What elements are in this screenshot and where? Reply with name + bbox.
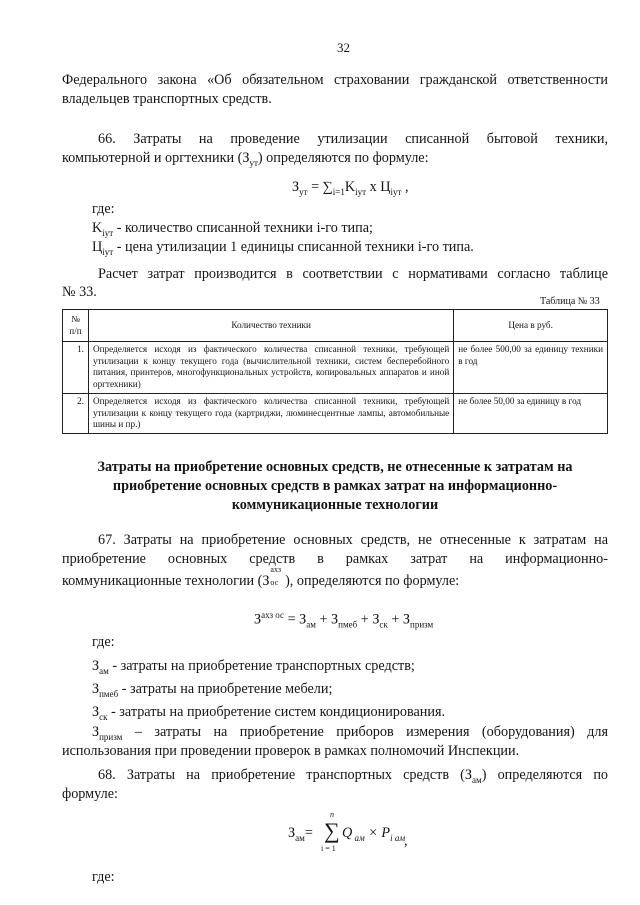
paragraph-line: владельцев транспортных средств. <box>62 91 272 107</box>
table-row <box>63 342 608 394</box>
calc-note-line: Расчет затрат производится в соответствии с нормативами согласно таблице <box>98 266 608 282</box>
table-33 <box>62 309 608 434</box>
calc-note-line: № 33. <box>62 284 97 300</box>
table-header-cell: Цена в руб. <box>454 310 608 342</box>
section-heading-line: Затраты на приобретение основных средств, не отнесенные к затратам на <box>97 459 573 475</box>
paragraph-67-line: приобретение основных средств в рамках затрат на информационно- <box>62 551 608 567</box>
table-cell-num: 1. <box>63 342 89 394</box>
paragraph-line: Федерального закона «Об обязательном страховании гражданской ответственности <box>62 72 608 88</box>
table-cell-qty: Определяется исходя из фактического количества списанной техники, требующей утилизации к концу текущего года (картриджи, люминесцентные лампы, автомобильные шины и пр.) <box>88 394 453 434</box>
formula-68-comma: , <box>404 833 408 849</box>
where-label: где: <box>92 201 115 217</box>
definition-line: $K_{iут}$ - количество списанной техники i-го типа; <box>92 220 373 238</box>
paragraph-67-line: 67. Затраты на приобретение основных средств, не отнесенные к затратам на <box>98 532 608 548</box>
paragraph-66-line: 66. Затраты на проведение утилизации списанной бытовой техники, <box>98 131 608 147</box>
section-heading-line: коммуникационные технологии <box>231 497 439 513</box>
formula-67: $З^{ахз ос} = З_{ам} + З_{пмеб} + З_{ск} + З_{призм}$ <box>254 610 434 630</box>
table-cell-price: не более 50,00 за единицу в год <box>454 394 608 434</box>
paragraph-66-line: компьютерной и оргтехники $(З_{ут})$ определяются по формуле: <box>62 150 429 168</box>
table-header-row <box>63 310 608 342</box>
where-label: где: <box>92 634 115 650</box>
formula-66: $З_{ут} = \sum_{i=1}K_{iут}$ x $Ц_{iут}$ , <box>292 179 409 197</box>
definition-line: $З_{призм}$ – затраты на приобретение приборов измерения (оборудования) для <box>92 724 608 742</box>
table-cell-qty: Определяется исходя из фактического количества списанной техники, требующей утилизации к концу текущего года (вычислительной техники, систем бесперебойного питания, принтеров, многофункциональных устройств, копировальных аппаратов и иной оргтехники) <box>88 342 453 394</box>
table-caption: Таблица № 33 <box>540 296 600 307</box>
definition-line: $Ц_{iут}$ - цена утилизации 1 единицы списанной техники i-го типа. <box>92 239 474 257</box>
where-label: где: <box>92 869 115 885</box>
definition-line: $З_{ам}$ - затраты на приобретение транспортных средств; <box>92 658 415 676</box>
table-cell-num: 2. <box>63 394 89 434</box>
table-header-cell: № п/п <box>63 310 89 342</box>
table-row <box>63 394 608 434</box>
definition-line: использования при проведении проверок в рамках полномочий Инспекции. <box>62 743 520 759</box>
definition-line: $З_{пмеб}$ - затраты на приобретение мебели; <box>92 681 333 699</box>
paragraph-67-line: коммуникационные технологии (З ахз ос ), определяются по формуле: <box>62 565 460 589</box>
page-number: 32 <box>337 40 350 55</box>
definition-line: $З_{ск}$ - затраты на приобретение систем кондиционирования. <box>92 704 446 722</box>
table-cell-price: не более 500,00 за единицу техники в год <box>454 342 608 394</box>
formula-68: $З_{ам}=$ n ∑ i = 1 Q $_{ам} \times P_{i ам}$ <box>288 810 406 853</box>
section-heading-line: приобретение основных средств в рамках затрат на информационно- <box>112 478 558 494</box>
table-header-cell: Количество техники <box>88 310 453 342</box>
paragraph-68-line: формуле: <box>62 786 118 802</box>
paragraph-68-line: 68. Затраты на приобретение транспортных средств $(З_{ам})$ определяются по <box>98 767 609 785</box>
